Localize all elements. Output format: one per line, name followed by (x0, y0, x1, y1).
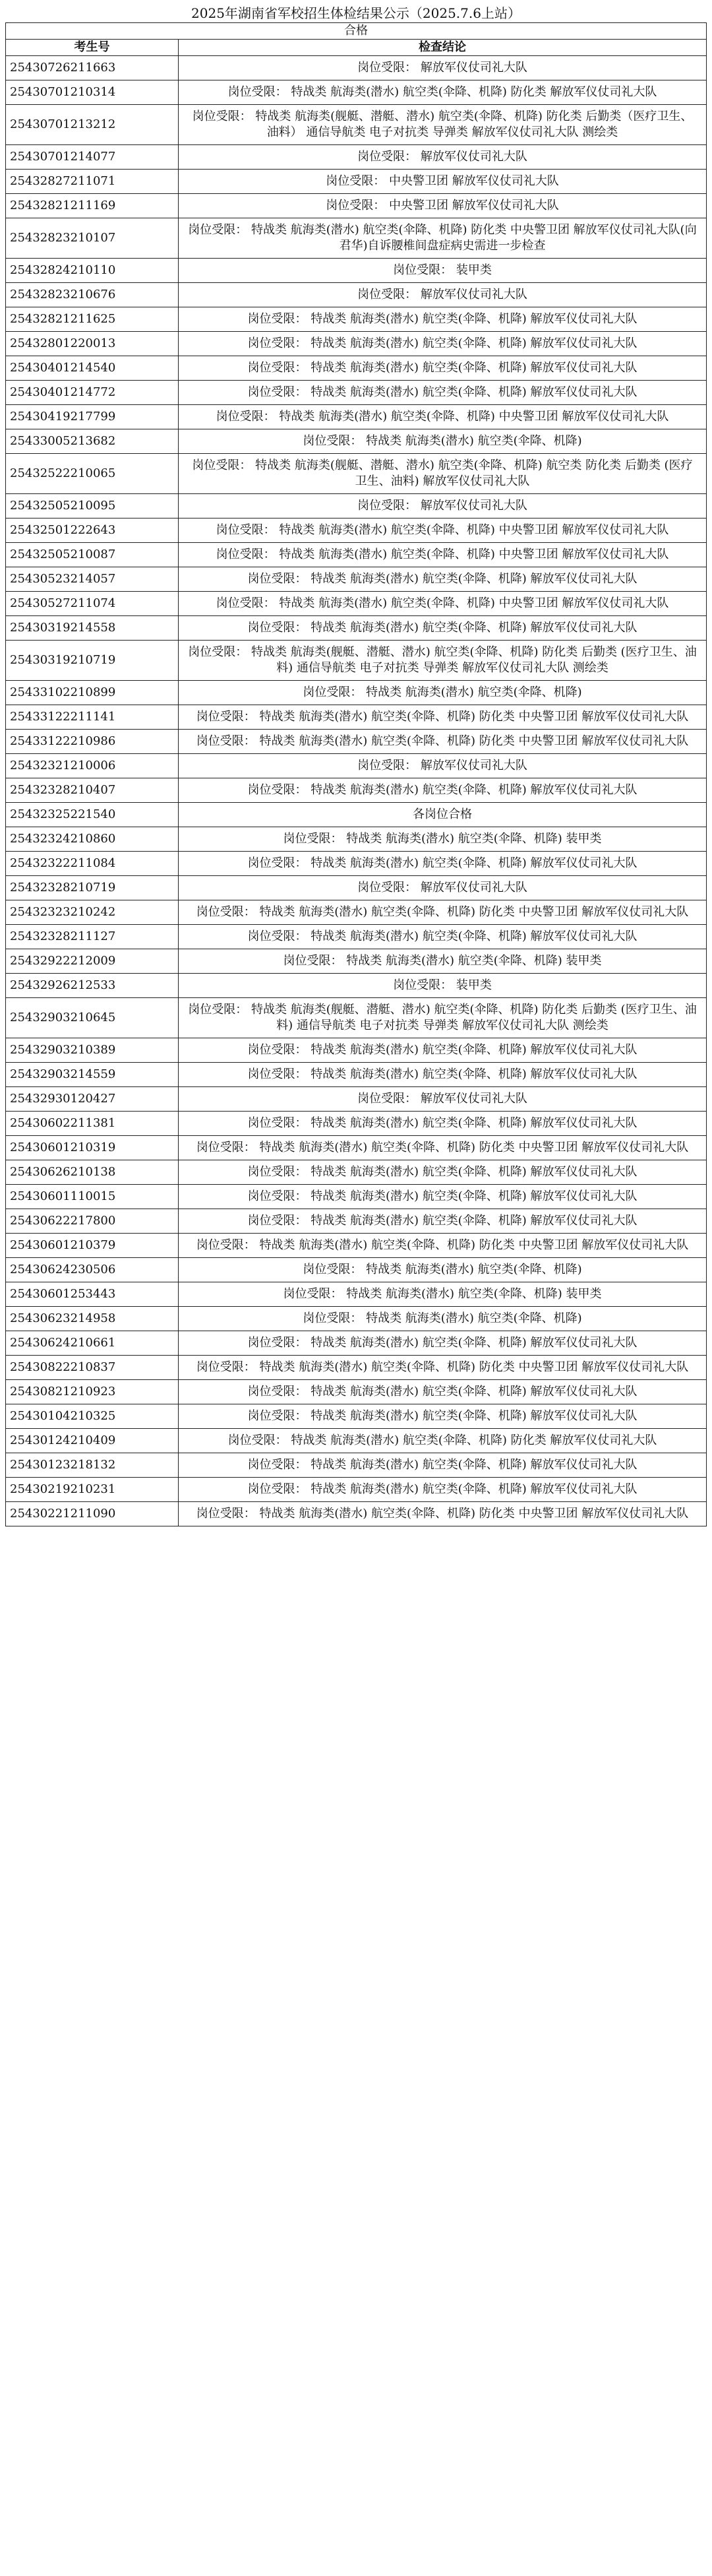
exam-id-cell: 25432922212009 (6, 949, 179, 974)
exam-id-cell: 25433122210986 (6, 730, 179, 754)
table-row (6, 1136, 707, 1160)
table-row (6, 754, 707, 778)
exam-id-cell: 25430601210319 (6, 1136, 179, 1160)
result-cell: 岗位受限： 特战类 航海类(潜水) 航空类(伞降、机降) 解放军仪仗司礼大队 (179, 307, 707, 332)
table-row (6, 1063, 707, 1087)
result-cell: 岗位受限： 特战类 航海类(潜水) 航空类(伞降、机降) 解放军仪仗司礼大队 (179, 616, 707, 641)
result-cell: 岗位受限： 特战类 航海类(潜水) 航空类(伞降、机降) 防化类 中央警卫团 解放军仪仗司礼大队 (179, 705, 707, 730)
result-cell: 岗位受限： 特战类 航海类(潜水) 航空类(伞降、机降) 解放军仪仗司礼大队 (179, 1063, 707, 1087)
table-row (6, 778, 707, 803)
exam-id-cell: 25432903210389 (6, 1038, 179, 1063)
table-row (6, 641, 707, 681)
table-row (6, 1429, 707, 1453)
result-cell: 岗位受限： 解放军仪仗司礼大队 (179, 1087, 707, 1112)
result-cell: 岗位受限： 特战类 航海类(潜水) 航空类(伞降、机降) (179, 681, 707, 705)
table-row (6, 1160, 707, 1185)
result-cell: 岗位受限： 解放军仪仗司礼大队 (179, 56, 707, 80)
table-row (6, 1453, 707, 1478)
exam-id-cell: 25432322211084 (6, 852, 179, 876)
result-cell: 岗位受限： 特战类 航海类(潜水) 航空类(伞降、机降) 解放军仪仗司礼大队 (179, 1404, 707, 1429)
exam-id-cell: 25430602211381 (6, 1112, 179, 1136)
result-cell: 岗位受限： 特战类 航海类(舰艇、潜艇、潜水) 航空类(伞降、机降) 航空类 防化类 后勤类 (医疗卫生、油料) 解放军仪仗司礼大队 (179, 454, 707, 494)
table-row (6, 454, 707, 494)
result-cell: 岗位受限： 特战类 航海类(潜水) 航空类(伞降、机降) 解放军仪仗司礼大队 (179, 1185, 707, 1209)
result-cell: 岗位受限： 特战类 航海类(潜水) 航空类(伞降、机降) 装甲类 (179, 827, 707, 852)
table-row (6, 1087, 707, 1112)
exam-id-cell: 25430622217800 (6, 1209, 179, 1234)
table-row (6, 925, 707, 949)
exam-id-cell: 25430601110015 (6, 1185, 179, 1209)
exam-id-cell: 25432501222643 (6, 518, 179, 543)
exam-id-cell: 25430624210661 (6, 1331, 179, 1356)
exam-id-cell: 25432821211169 (6, 194, 179, 218)
exam-id-cell: 25430124210409 (6, 1429, 179, 1453)
table-row (6, 1331, 707, 1356)
table-row (6, 1234, 707, 1258)
table-row (6, 1502, 707, 1526)
result-cell: 岗位受限： 特战类 航海类(舰艇、潜艇、潜水) 航空类(伞降、机降) 防化类 后勤类 (医疗卫生、油料) 通信导航类 电子对抗类 导弹类 解放军仪仗司礼大队 测绘类 (179, 641, 707, 681)
result-cell: 岗位受限： 中央警卫团 解放军仪仗司礼大队 (179, 170, 707, 194)
table-row (6, 827, 707, 852)
table-row (6, 1112, 707, 1136)
exam-id-cell: 25430104210325 (6, 1404, 179, 1429)
result-cell: 岗位受限： 特战类 航海类(潜水) 航空类(伞降、机降) 防化类 解放军仪仗司礼大队 (179, 1429, 707, 1453)
result-cell: 岗位受限： 特战类 航海类(潜水) 航空类(伞降、机降) 解放军仪仗司礼大队 (179, 852, 707, 876)
results-table (5, 4, 707, 1526)
result-cell: 岗位受限： 特战类 航海类(潜水) 航空类(伞降、机降) 解放军仪仗司礼大队 (179, 332, 707, 356)
exam-id-cell: 25430401214772 (6, 381, 179, 405)
exam-id-cell: 25432823210107 (6, 218, 179, 259)
result-cell: 岗位受限： 装甲类 (179, 259, 707, 283)
exam-id-cell: 25432801220013 (6, 332, 179, 356)
exam-id-cell: 25430701213212 (6, 105, 179, 145)
result-cell: 岗位受限： 解放军仪仗司礼大队 (179, 494, 707, 518)
exam-id-cell: 25430319210719 (6, 641, 179, 681)
result-cell: 岗位受限： 特战类 航海类(潜水) 航空类(伞降、机降) 防化类 中央警卫团 解放军仪仗司礼大队 (179, 1136, 707, 1160)
header-exam-id: 考生号 (6, 40, 179, 56)
result-cell: 岗位受限： 特战类 航海类(潜水) 航空类(伞降、机降) 解放军仪仗司礼大队 (179, 1038, 707, 1063)
exam-id-cell: 25432903210645 (6, 998, 179, 1038)
exam-id-cell: 25432827211071 (6, 170, 179, 194)
exam-id-cell: 25430219210231 (6, 1478, 179, 1502)
result-cell: 岗位受限： 解放军仪仗司礼大队 (179, 754, 707, 778)
exam-id-cell: 25432328211127 (6, 925, 179, 949)
result-cell: 岗位受限： 特战类 航海类(舰艇、潜艇、潜水) 航空类(伞降、机降) 防化类 后勤类 (医疗卫生、油料) 通信导航类 电子对抗类 导弹类 解放军仪仗司礼大队 测绘类 (179, 998, 707, 1038)
table-row (6, 283, 707, 307)
exam-id-cell: 25430401214540 (6, 356, 179, 381)
exam-id-cell: 25432930120427 (6, 1087, 179, 1112)
exam-id-cell: 25432321210006 (6, 754, 179, 778)
exam-id-cell: 25430601210379 (6, 1234, 179, 1258)
exam-id-cell: 25430523214057 (6, 567, 179, 592)
table-row (6, 681, 707, 705)
table-row (6, 356, 707, 381)
result-cell: 岗位受限： 中央警卫团 解放军仪仗司礼大队 (179, 194, 707, 218)
exam-id-cell: 25433102210899 (6, 681, 179, 705)
exam-id-cell: 25430419217799 (6, 405, 179, 429)
result-cell: 岗位受限： 装甲类 (179, 974, 707, 998)
exam-id-cell: 25432505210095 (6, 494, 179, 518)
result-cell: 岗位受限： 解放军仪仗司礼大队 (179, 876, 707, 900)
table-row (6, 1185, 707, 1209)
table-row (6, 803, 707, 827)
result-cell: 岗位受限： 解放军仪仗司礼大队 (179, 283, 707, 307)
table-row (6, 332, 707, 356)
exam-id-cell: 25433122211141 (6, 705, 179, 730)
table-row (6, 1258, 707, 1282)
exam-id-cell: 25430624230506 (6, 1258, 179, 1282)
exam-id-cell: 25432328210719 (6, 876, 179, 900)
result-cell: 岗位受限： 特战类 航海类(潜水) 航空类(伞降、机降) (179, 1258, 707, 1282)
table-row (6, 105, 707, 145)
table-row (6, 259, 707, 283)
result-cell: 岗位受限： 特战类 航海类(潜水) 航空类(伞降、机降) 中央警卫团 解放军仪仗司礼大队 (179, 592, 707, 616)
exam-id-cell: 25432926212533 (6, 974, 179, 998)
result-cell: 岗位受限： 特战类 航海类(舰艇、潜艇、潜水) 航空类(伞降、机降) 防化类 后勤类（医疗卫生、油料） 通信导航类 电子对抗类 导弹类 解放军仪仗司礼大队 测绘类 (179, 105, 707, 145)
result-cell: 岗位受限： 特战类 航海类(潜水) 航空类(伞降、机降) 防化类 解放军仪仗司礼大队 (179, 80, 707, 105)
exam-id-cell: 25430626210138 (6, 1160, 179, 1185)
table-row (6, 1209, 707, 1234)
header-result: 检查结论 (179, 40, 707, 56)
result-cell: 岗位受限： 特战类 航海类(潜水) 航空类(伞降、机降) 防化类 中央警卫团 解放军仪仗司礼大队 (179, 1234, 707, 1258)
exam-id-cell: 25430822210837 (6, 1356, 179, 1380)
table-row (6, 56, 707, 80)
table-row (6, 998, 707, 1038)
exam-id-cell: 25432522210065 (6, 454, 179, 494)
result-cell: 岗位受限： 特战类 航海类(潜水) 航空类(伞降、机降) 防化类 中央警卫团 解放军仪仗司礼大队 (179, 1356, 707, 1380)
exam-id-cell: 25430623214958 (6, 1307, 179, 1331)
table-row (6, 543, 707, 567)
table-row (6, 1356, 707, 1380)
table-row (6, 705, 707, 730)
table-row (6, 518, 707, 543)
exam-id-cell: 25430701210314 (6, 80, 179, 105)
table-row (6, 80, 707, 105)
table-row (6, 405, 707, 429)
table-row (6, 616, 707, 641)
exam-id-cell: 25433005213682 (6, 429, 179, 454)
status-band-row (6, 23, 707, 40)
exam-id-cell: 25430821210923 (6, 1380, 179, 1404)
exam-id-cell: 25432324210860 (6, 827, 179, 852)
table-row (6, 307, 707, 332)
results-document (5, 4, 707, 1526)
table-row (6, 429, 707, 454)
table-row (6, 1282, 707, 1307)
exam-id-cell: 25430601253443 (6, 1282, 179, 1307)
table-row (6, 194, 707, 218)
result-cell: 岗位受限： 特战类 航海类(潜水) 航空类(伞降、机降) 中央警卫团 解放军仪仗司礼大队 (179, 518, 707, 543)
result-cell: 岗位受限： 特战类 航海类(潜水) 航空类(伞降、机降) 解放军仪仗司礼大队 (179, 1209, 707, 1234)
table-row (6, 900, 707, 925)
exam-id-cell: 25432903214559 (6, 1063, 179, 1087)
exam-id-cell: 25432823210676 (6, 283, 179, 307)
table-row (6, 852, 707, 876)
title-row (6, 4, 707, 23)
exam-id-cell: 25430726211663 (6, 56, 179, 80)
table-row (6, 1404, 707, 1429)
table-row (6, 974, 707, 998)
table-row (6, 949, 707, 974)
exam-id-cell: 25432824210110 (6, 259, 179, 283)
result-cell: 岗位受限： 特战类 航海类(潜水) 航空类(伞降、机降) 防化类 中央警卫团 解放军仪仗司礼大队(向君华)自诉腰椎间盘症病史需进一步检查 (179, 218, 707, 259)
table-row (6, 1307, 707, 1331)
exam-id-cell: 25430221211090 (6, 1502, 179, 1526)
result-cell: 岗位受限： 解放军仪仗司礼大队 (179, 145, 707, 170)
result-cell: 岗位受限： 特战类 航海类(潜水) 航空类(伞降、机降) 解放军仪仗司礼大队 (179, 925, 707, 949)
result-cell: 岗位受限： 特战类 航海类(潜水) 航空类(伞降、机降) (179, 429, 707, 454)
result-cell: 岗位受限： 特战类 航海类(潜水) 航空类(伞降、机降) 解放军仪仗司礼大队 (179, 1478, 707, 1502)
result-cell: 岗位受限： 特战类 航海类(潜水) 航空类(伞降、机降) 解放军仪仗司礼大队 (179, 1380, 707, 1404)
table-row (6, 1038, 707, 1063)
table-row (6, 494, 707, 518)
exam-id-cell: 25430527211074 (6, 592, 179, 616)
result-cell: 岗位受限： 特战类 航海类(潜水) 航空类(伞降、机降) 装甲类 (179, 1282, 707, 1307)
result-cell: 岗位受限： 特战类 航海类(潜水) 航空类(伞降、机降) 防化类 中央警卫团 解放军仪仗司礼大队 (179, 900, 707, 925)
table-row (6, 1478, 707, 1502)
result-cell: 岗位受限： 特战类 航海类(潜水) 航空类(伞降、机降) 防化类 中央警卫团 解放军仪仗司礼大队 (179, 730, 707, 754)
exam-id-cell: 25432328210407 (6, 778, 179, 803)
exam-id-cell: 25432325221540 (6, 803, 179, 827)
exam-id-cell: 25432821211625 (6, 307, 179, 332)
result-cell: 岗位受限： 特战类 航海类(潜水) 航空类(伞降、机降) 中央警卫团 解放军仪仗司礼大队 (179, 543, 707, 567)
header-row (6, 40, 707, 56)
result-cell: 岗位受限： 特战类 航海类(潜水) 航空类(伞降、机降) 解放军仪仗司礼大队 (179, 1112, 707, 1136)
result-cell: 岗位受限： 特战类 航海类(潜水) 航空类(伞降、机降) 解放军仪仗司礼大队 (179, 778, 707, 803)
result-cell: 各岗位合格 (179, 803, 707, 827)
result-cell: 岗位受限： 特战类 航海类(潜水) 航空类(伞降、机降) 装甲类 (179, 949, 707, 974)
exam-id-cell: 25432323210242 (6, 900, 179, 925)
table-row (6, 218, 707, 259)
status-band: 合格 (6, 23, 707, 40)
result-cell: 岗位受限： 特战类 航海类(潜水) 航空类(伞降、机降) 解放军仪仗司礼大队 (179, 1331, 707, 1356)
result-cell: 岗位受限： 特战类 航海类(潜水) 航空类(伞降、机降) 解放军仪仗司礼大队 (179, 1160, 707, 1185)
result-cell: 岗位受限： 特战类 航海类(潜水) 航空类(伞降、机降) 解放军仪仗司礼大队 (179, 1453, 707, 1478)
result-cell: 岗位受限： 特战类 航海类(潜水) 航空类(伞降、机降) 解放军仪仗司礼大队 (179, 356, 707, 381)
exam-id-cell: 25432505210087 (6, 543, 179, 567)
result-cell: 岗位受限： 特战类 航海类(潜水) 航空类(伞降、机降) 中央警卫团 解放军仪仗司礼大队 (179, 405, 707, 429)
table-row (6, 170, 707, 194)
table-row (6, 381, 707, 405)
results-body (6, 56, 707, 1526)
table-row (6, 876, 707, 900)
table-row (6, 567, 707, 592)
table-row (6, 1380, 707, 1404)
result-cell: 岗位受限： 特战类 航海类(潜水) 航空类(伞降、机降) 解放军仪仗司礼大队 (179, 567, 707, 592)
exam-id-cell: 25430701214077 (6, 145, 179, 170)
exam-id-cell: 25430319214558 (6, 616, 179, 641)
document-title: 2025年湖南省军校招生体检结果公示（2025.7.6上站） (191, 5, 521, 21)
exam-id-cell: 25430123218132 (6, 1453, 179, 1478)
table-row (6, 592, 707, 616)
result-cell: 岗位受限： 特战类 航海类(潜水) 航空类(伞降、机降) 防化类 中央警卫团 解放军仪仗司礼大队 (179, 1502, 707, 1526)
result-cell: 岗位受限： 特战类 航海类(潜水) 航空类(伞降、机降) 解放军仪仗司礼大队 (179, 381, 707, 405)
result-cell: 岗位受限： 特战类 航海类(潜水) 航空类(伞降、机降) (179, 1307, 707, 1331)
table-row (6, 730, 707, 754)
table-row (6, 145, 707, 170)
